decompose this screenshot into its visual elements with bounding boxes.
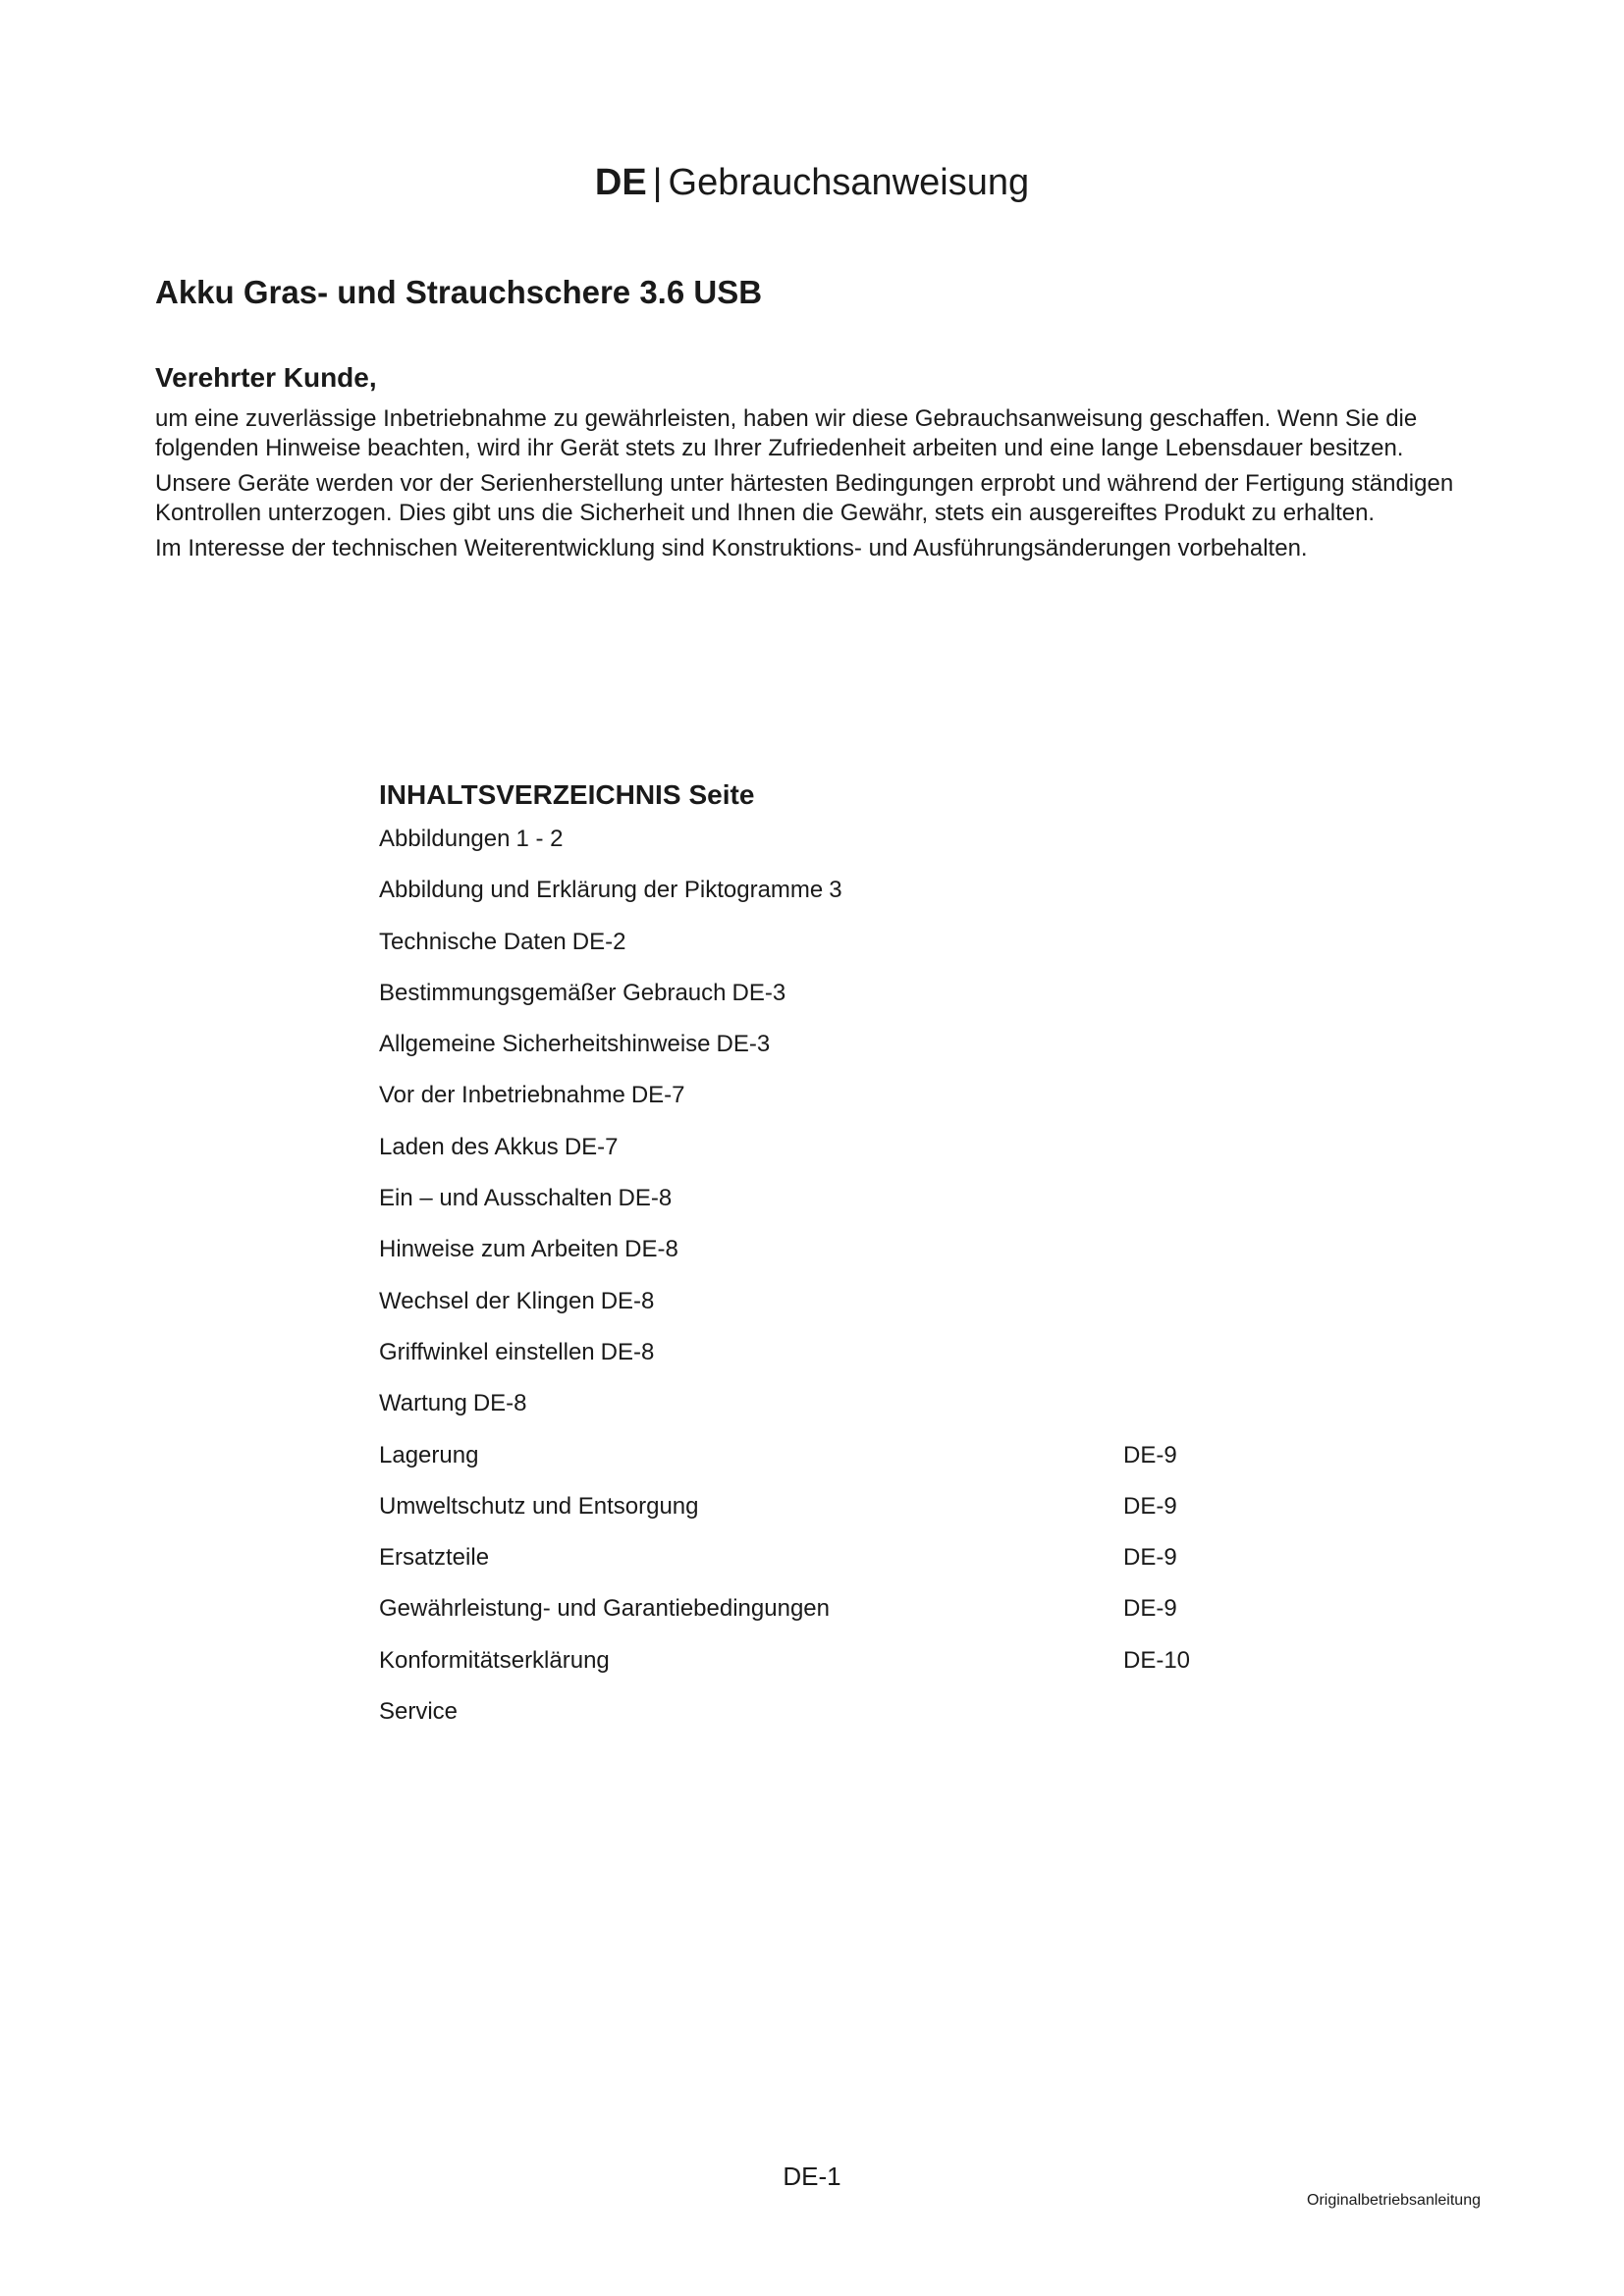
toc-entry — [379, 1594, 1263, 1645]
toc-entry-title-text: Laden des Akkus — [379, 1133, 559, 1160]
toc-entry-page: DE-8 — [472, 1390, 527, 1417]
toc-entry-title — [379, 1235, 678, 1264]
toc-entry-title — [379, 876, 842, 905]
toc-entry-page: DE-10 — [1123, 1646, 1191, 1674]
header-separator: | — [652, 162, 663, 203]
toc-entry-title — [379, 1184, 672, 1213]
toc-entry — [379, 1543, 1263, 1594]
toc-list — [379, 825, 1263, 1748]
toc-entry-page: DE-7 — [630, 1082, 685, 1109]
toc-entry-title-text: Abbildungen — [379, 826, 511, 852]
toc-entry — [379, 1133, 1263, 1184]
toc-entry-title-text: Ersatzteile — [379, 1544, 490, 1572]
toc-entry — [379, 979, 1263, 1030]
toc-entry-page: DE-8 — [600, 1338, 655, 1365]
toc-entry-title-text: Ein – und Ausschalten — [379, 1185, 613, 1212]
toc-entry-page: DE-9 — [1123, 1544, 1177, 1572]
toc-entry — [379, 1287, 1263, 1338]
toc-entry — [379, 1235, 1263, 1286]
toc-entry-page: DE-7 — [564, 1133, 619, 1160]
toc-entry-page: DE-9 — [1123, 1595, 1177, 1623]
intro-paragraph: um eine zuverlässige Inbetriebnahme zu gewährleisten, haben wir diese Gebrauchsanweisung geschaffen. Wenn Sie die folgenden Hinweise beachten, wird ihr Gerät stets zu Ihrer Zufriedenheit arbeiten und eine lange Lebensdauer besitzen. — [155, 405, 1418, 461]
toc-entry-title — [379, 1030, 770, 1059]
toc-entry-title — [379, 1287, 654, 1316]
document-type: Gebrauchsanweisung — [668, 162, 1030, 203]
toc-entry-page: DE-8 — [624, 1236, 678, 1263]
toc-entry-page: DE-9 — [1123, 1441, 1177, 1468]
toc-entry-title — [379, 1646, 610, 1676]
toc-entry-title-text: Konformitätserklärung — [379, 1646, 610, 1674]
document-header — [0, 157, 1624, 208]
toc-entry — [379, 1646, 1263, 1697]
toc-entry — [379, 1184, 1263, 1235]
toc-entry-title-text: Vor der Inbetriebnahme — [379, 1082, 625, 1109]
toc-entry-title — [379, 928, 625, 957]
toc-entry-title — [379, 1338, 654, 1367]
toc-entry-title — [379, 1441, 478, 1470]
toc-entry — [379, 1338, 1263, 1389]
toc-entry — [379, 1697, 1263, 1748]
toc-entry-title — [379, 1594, 830, 1624]
toc-entry-page: DE-9 — [1123, 1492, 1177, 1520]
toc-entry-title-text: Wartung — [379, 1390, 467, 1417]
toc-entry-title-text: Service — [379, 1698, 459, 1726]
page-number: DE-1 — [783, 2162, 841, 2191]
toc-entry-title — [379, 1389, 527, 1418]
intro-paragraph: Im Interesse der technischen Weiterentwicklung sind Konstruktions- und Ausführungsänderungen vorbehalten. — [155, 535, 1308, 561]
toc-entry-title — [379, 1133, 619, 1162]
toc-entry — [379, 1030, 1263, 1081]
toc-entry-page: DE-3 — [731, 979, 786, 1006]
toc-entry — [379, 1081, 1263, 1132]
toc-entry — [379, 928, 1263, 979]
toc-entry-title — [379, 1697, 458, 1727]
toc-entry-page: DE-8 — [600, 1287, 655, 1314]
footer-note: Originalbetriebsanleitung — [1307, 2192, 1481, 2209]
greeting: Verehrter Kunde, — [155, 362, 377, 393]
toc-entry-page: DE-3 — [716, 1031, 771, 1058]
toc-entry-title-text: Abbildung und Erklärung der Piktogramme — [379, 877, 824, 904]
toc-entry — [379, 1441, 1263, 1492]
toc-entry-title-text: Umweltschutz und Entsorgung — [379, 1492, 699, 1520]
intro-text — [155, 404, 1490, 569]
toc-entry-title — [379, 1081, 685, 1110]
toc-entry-title — [379, 1543, 489, 1573]
toc-heading-page-label: Seite — [688, 779, 755, 810]
intro-paragraph: Unsere Geräte werden vor der Serienherstellung unter härtesten Bedingungen erprobt und während der Fertigung ständigen Kontrollen unterzogen. Dies gibt uns die Sicherheit und Ihnen die Gewähr, stets ein ausgereiftes Produkt zu erhalten. — [155, 470, 1454, 526]
toc-entry-page: DE-2 — [571, 928, 626, 955]
toc-entry-title-text: Technische Daten — [379, 928, 567, 955]
toc-entry-page: 3 — [829, 877, 842, 904]
toc-entry-title-text: Wechsel der Klingen — [379, 1287, 595, 1314]
language-code: DE — [594, 162, 647, 203]
toc-entry-title-text: Griffwinkel einstellen — [379, 1338, 595, 1365]
product-title: Akku Gras- und Strauchschere 3.6 USB — [155, 274, 763, 310]
toc-entry-title — [379, 825, 563, 854]
toc-entry-title-text: Allgemeine Sicherheitshinweise — [379, 1031, 711, 1058]
toc-heading — [379, 775, 1263, 815]
toc-entry — [379, 876, 1263, 927]
toc-entry-title-text: Gewährleistung- und Garantiebedingungen — [379, 1595, 830, 1623]
toc-entry-page: DE-8 — [618, 1185, 673, 1212]
toc-heading-title: INHALTSVERZEICHNIS — [379, 779, 681, 810]
table-of-contents — [379, 775, 1263, 1748]
toc-entry — [379, 1492, 1263, 1543]
toc-entry-title — [379, 1492, 699, 1522]
toc-entry — [379, 1389, 1263, 1440]
toc-entry-title-text: Bestimmungsgemäßer Gebrauch — [379, 979, 727, 1006]
toc-entry — [379, 825, 1263, 876]
toc-entry-title-text: Hinweise zum Arbeiten — [379, 1236, 620, 1263]
toc-entry-page: 1 - 2 — [515, 826, 564, 852]
toc-entry-title-text: Lagerung — [379, 1441, 479, 1468]
toc-entry-title — [379, 979, 785, 1008]
